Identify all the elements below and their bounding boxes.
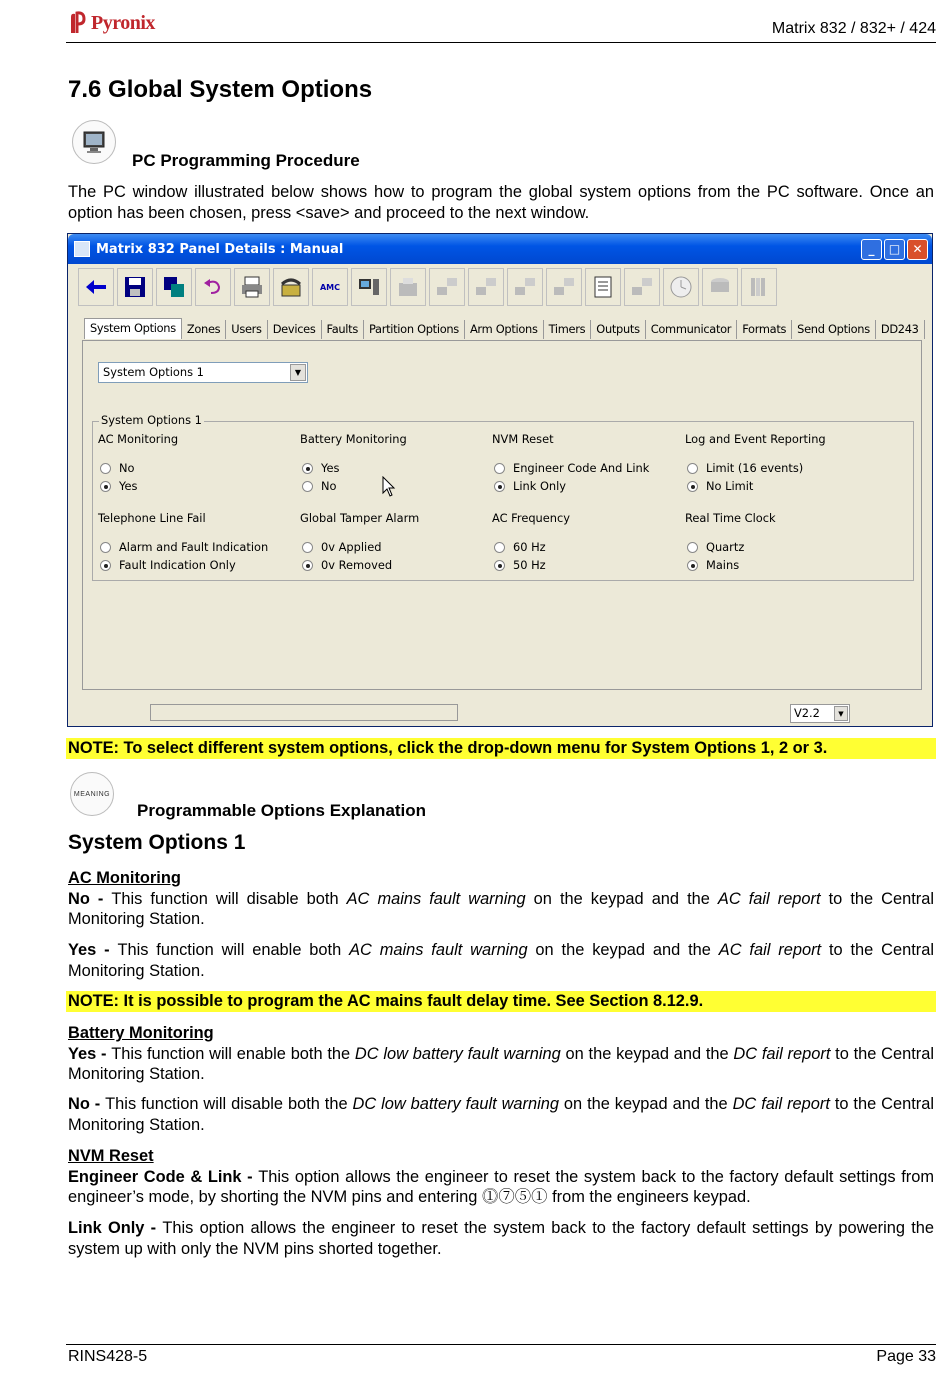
ac-frequency-label: AC Frequency	[492, 511, 571, 525]
minimize-icon[interactable]: _	[861, 239, 882, 260]
footer-rule	[66, 1344, 936, 1345]
fax-button[interactable]	[390, 268, 426, 306]
nvm-reset-label: NVM Reset	[492, 432, 554, 446]
books-icon	[747, 275, 771, 299]
radio-circle	[100, 481, 111, 492]
send-button[interactable]	[507, 268, 543, 306]
version-value: V2.2	[794, 706, 820, 720]
radio-circle	[494, 481, 505, 492]
emphasis: AC mains fault warning	[346, 889, 526, 908]
window-title: Matrix 832 Panel Details : Manual	[96, 241, 344, 257]
save-button[interactable]	[117, 268, 153, 306]
tab-users[interactable]: Users	[226, 320, 267, 339]
maximize-icon[interactable]: □	[884, 239, 905, 260]
version-dropdown[interactable]	[790, 704, 850, 723]
radio-label: No Limit	[706, 479, 754, 493]
amc-label: AMC	[319, 282, 341, 292]
compare-button[interactable]	[624, 268, 660, 306]
chevron-down-icon[interactable]: ▼	[290, 364, 306, 381]
intro-paragraph: The PC window illustrated below shows how to program the global system options from the PC software. Once an option has been chosen, press <save> and proceed to the next window.	[68, 183, 934, 222]
logo-text: Pyronix	[91, 11, 155, 34]
pc-programming-icon	[72, 120, 116, 164]
tab-partition-options[interactable]: Partition Options	[364, 320, 465, 339]
battery-yes-term: Yes -	[68, 1044, 112, 1063]
radio-label: Yes	[321, 461, 340, 475]
ac-monitoring-label: AC Monitoring	[98, 432, 179, 446]
radio-label: Limit (16 events)	[706, 461, 804, 475]
radio-label: Fault Indication Only	[119, 558, 236, 572]
text: This option allows the engineer to reset the system back to the factory default settings from engineer’s mode, by shorting the NVM pins and entering	[68, 1167, 934, 1206]
pc-procedure-heading: PC Programming Procedure	[132, 151, 360, 170]
tab-formats[interactable]: Formats	[737, 320, 792, 339]
send-icon	[513, 275, 537, 299]
ac-yes-paragraph	[68, 940, 934, 981]
nvm-ecl-paragraph	[68, 1167, 934, 1208]
dropdown-value: System Options 1	[103, 365, 204, 379]
nvm-heading: NVM Reset	[68, 1147, 154, 1165]
radio-label: Alarm and Fault Indication	[119, 540, 269, 554]
radio-circle	[100, 542, 111, 553]
tab-faults[interactable]: Faults	[322, 320, 364, 339]
system-options-dropdown[interactable]	[98, 362, 308, 383]
ac-monitoring-section	[68, 868, 934, 930]
rtc-label: Real Time Clock	[685, 511, 776, 525]
keypad-keys: ⓵⑦⑤①	[481, 1188, 548, 1206]
text: This option allows the engineer to reset the system back to the factory default settings by powering the system up with only the NVM pins shorted together.	[68, 1219, 934, 1258]
download-button[interactable]	[468, 268, 504, 306]
battery-section	[68, 1023, 934, 1085]
nvm-ecl-term: Engineer Code & Link -	[68, 1167, 259, 1186]
pyronix-logo	[68, 10, 155, 36]
radio-label: No	[119, 461, 135, 475]
text: from the engineers keypad.	[547, 1188, 751, 1206]
battery-no-paragraph	[68, 1094, 934, 1135]
radio-label: Yes	[119, 479, 138, 493]
tab-devices[interactable]: Devices	[268, 320, 322, 339]
floppy-disk-icon	[123, 275, 147, 299]
upload-button[interactable]	[429, 268, 465, 306]
toolbar	[78, 268, 780, 308]
text: on the keypad and the	[525, 889, 718, 908]
text: to the Central Monitoring Station.	[68, 1044, 934, 1083]
section-title: 7.6 Global System Options	[68, 76, 373, 103]
meaning-icon	[70, 772, 114, 816]
global-tamper-label: Global Tamper Alarm	[300, 511, 420, 525]
radio-label: No	[321, 479, 337, 493]
compare-icon	[630, 275, 654, 299]
nvm-engineer-radio[interactable]	[494, 461, 649, 475]
radio-label: 50 Hz	[513, 558, 546, 572]
ac-yes-term: Yes -	[68, 941, 118, 959]
emphasis: AC fail report	[718, 941, 822, 959]
header-rule	[66, 42, 936, 43]
event-log-button[interactable]	[585, 268, 621, 306]
print-button[interactable]	[234, 268, 270, 306]
radio-label: Quartz	[706, 540, 745, 554]
radio-label: 60 Hz	[513, 540, 546, 554]
clock-icon	[669, 275, 693, 299]
group-title: System Options 1	[101, 413, 202, 427]
radio-circle	[302, 481, 313, 492]
computer-icon	[80, 130, 108, 154]
battery-no-term: No -	[68, 1095, 106, 1113]
fax-icon	[396, 275, 420, 299]
radio-circle	[100, 463, 111, 474]
text: This function will disable both	[111, 889, 347, 908]
radio-circle	[100, 560, 111, 571]
emphasis: DC low battery fault warning	[354, 1044, 561, 1063]
panel-details-window	[67, 233, 933, 727]
emphasis: AC fail report	[717, 889, 821, 908]
battery-yes-radio[interactable]	[302, 461, 339, 475]
log-limit-radio[interactable]	[687, 461, 803, 475]
nvm-link-term: Link Only -	[68, 1219, 163, 1237]
tab-dd243[interactable]: DD243	[876, 320, 925, 339]
ac-no-paragraph	[68, 889, 934, 930]
emphasis: DC fail report	[732, 1095, 830, 1113]
undo-button[interactable]	[195, 268, 231, 306]
tab-send-options[interactable]: Send Options	[792, 320, 876, 339]
tab-strip	[84, 320, 925, 340]
radio-circle	[687, 560, 698, 571]
radio-label: Mains	[706, 558, 740, 572]
note-ac-delay: NOTE: It is possible to program the AC mains fault delay time. See Section 8.12.9.	[66, 991, 936, 1012]
text: to the Central Monitoring Station.	[68, 941, 934, 980]
explanation-heading: Programmable Options Explanation	[137, 801, 427, 820]
rtc-quartz-radio[interactable]	[687, 540, 744, 554]
tab-outputs[interactable]: Outputs	[591, 320, 645, 339]
text: on the keypad and the	[560, 1044, 734, 1063]
upload-icon	[435, 275, 459, 299]
tamper-removed-radio[interactable]	[302, 558, 392, 572]
computer-link-icon	[357, 275, 381, 299]
window-titlebar	[68, 234, 932, 264]
tab-timers[interactable]: Timers	[544, 320, 592, 339]
mouse-pointer-icon	[382, 476, 396, 498]
ac-no-radio[interactable]	[100, 461, 135, 475]
chevron-down-icon[interactable]: ▼	[834, 706, 848, 721]
flame-logo-icon	[68, 11, 88, 35]
emphasis: DC fail report	[733, 1044, 831, 1063]
ac-monitoring-heading: AC Monitoring	[68, 869, 181, 887]
back-arrow-icon	[84, 275, 108, 299]
text: to the Central Monitoring Station.	[68, 889, 934, 928]
note-system-options: NOTE: To select different system options, click the drop-down menu for System Options 1, 2 or 3.	[66, 738, 936, 759]
radio-circle	[494, 560, 505, 571]
receive-icon	[552, 275, 576, 299]
freq-60-radio[interactable]	[494, 540, 546, 554]
text: This function will enable both the	[111, 1044, 355, 1063]
status-field	[150, 704, 458, 721]
database-button[interactable]	[702, 268, 738, 306]
library-button[interactable]	[741, 268, 777, 306]
footer-doc-code: RINS428-5	[68, 1348, 148, 1365]
nvm-section	[68, 1146, 934, 1208]
phone-button[interactable]	[273, 268, 309, 306]
text: This function will disable both the	[105, 1095, 353, 1113]
rtc-mains-radio[interactable]	[687, 558, 739, 572]
radio-label: Link Only	[513, 479, 567, 493]
battery-monitoring-label: Battery Monitoring	[300, 432, 407, 446]
tab-zones[interactable]: Zones	[182, 320, 226, 339]
amc-button[interactable]	[312, 268, 348, 306]
printer-icon	[240, 275, 264, 299]
tab-system-options[interactable]: System Options	[84, 318, 182, 339]
freq-50-radio[interactable]	[494, 558, 546, 572]
text: on the keypad and the	[559, 1095, 733, 1113]
download-icon	[474, 275, 498, 299]
text: on the keypad and the	[527, 941, 719, 959]
document-list-icon	[591, 275, 615, 299]
log-no-limit-radio[interactable]	[687, 479, 753, 493]
undo-icon	[201, 275, 225, 299]
tel-fault-only-radio[interactable]	[100, 558, 236, 572]
connect-button[interactable]	[351, 268, 387, 306]
radio-circle	[687, 463, 698, 474]
battery-yes-paragraph	[68, 1044, 934, 1085]
tamper-applied-radio[interactable]	[302, 540, 381, 554]
radio-label: Engineer Code And Link	[513, 461, 650, 475]
radio-label: 0v Removed	[321, 558, 393, 572]
radio-circle	[302, 560, 313, 571]
radio-label: 0v Applied	[321, 540, 382, 554]
log-event-label: Log and Event Reporting	[685, 432, 826, 446]
system-options-1-title: System Options 1	[68, 831, 246, 854]
header-model: Matrix 832 / 832+ / 424	[771, 20, 936, 37]
battery-no-radio[interactable]	[302, 479, 337, 493]
radio-circle	[302, 463, 313, 474]
receive-button[interactable]	[546, 268, 582, 306]
tel-alarm-fault-radio[interactable]	[100, 540, 268, 554]
text: to the Central Monitoring Station.	[68, 1095, 934, 1134]
text: This function will enable both	[117, 941, 350, 959]
nvm-link-only-radio[interactable]	[494, 479, 566, 493]
footer-page: Page 33	[876, 1348, 936, 1365]
database-icon	[708, 275, 732, 299]
emphasis: DC low battery fault warning	[352, 1095, 559, 1113]
app-icon	[74, 241, 90, 257]
battery-heading: Battery Monitoring	[68, 1024, 214, 1042]
clock-button[interactable]	[663, 268, 699, 306]
radio-circle	[687, 542, 698, 553]
multi-disk-icon	[162, 275, 186, 299]
close-icon[interactable]: ✕	[907, 239, 928, 260]
back-button[interactable]	[78, 268, 114, 306]
ac-no-term: No -	[68, 889, 112, 908]
tab-communicator[interactable]: Communicator	[646, 320, 737, 339]
tel-line-fail-label: Telephone Line Fail	[98, 511, 206, 525]
radio-circle	[494, 463, 505, 474]
save-as-button[interactable]	[156, 268, 192, 306]
tab-arm-options[interactable]: Arm Options	[465, 320, 544, 339]
ac-yes-radio[interactable]	[100, 479, 137, 493]
telephone-icon	[279, 275, 303, 299]
meaning-icon-text: MEANING	[73, 790, 111, 798]
emphasis: AC mains fault warning	[349, 941, 528, 959]
nvm-link-paragraph	[68, 1218, 934, 1259]
radio-circle	[302, 542, 313, 553]
radio-circle	[494, 542, 505, 553]
radio-circle	[687, 481, 698, 492]
